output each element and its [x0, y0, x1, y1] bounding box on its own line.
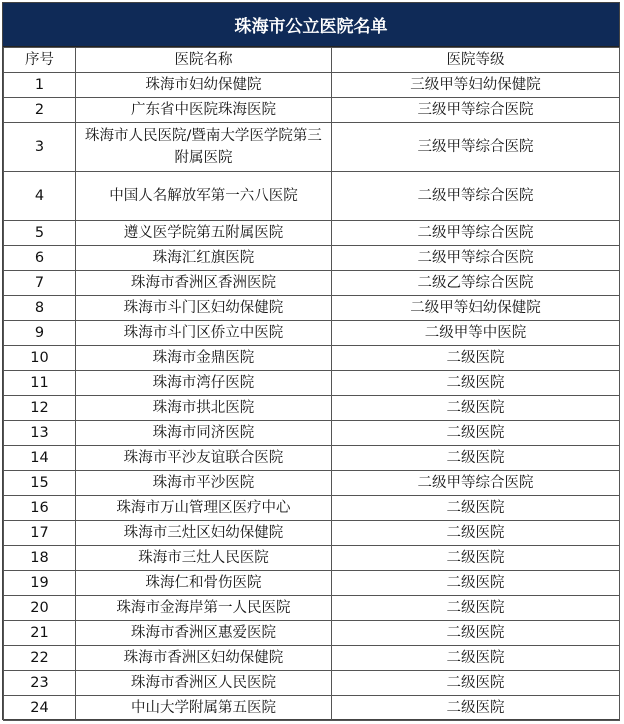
table-body [4, 73, 620, 721]
hospital-level: 三级甲等综合医院 [332, 98, 620, 123]
table-row [4, 621, 620, 646]
hospital-name: 中国人名解放军第一六八医院 [76, 172, 332, 221]
row-number: 3 [4, 123, 76, 172]
table-row [4, 321, 620, 346]
hospital-level: 二级医院 [332, 521, 620, 546]
row-number: 19 [4, 571, 76, 596]
hospital-level: 二级甲等妇幼保健院 [332, 296, 620, 321]
hospital-level: 二级甲等综合医院 [332, 246, 620, 271]
hospital-level: 二级医院 [332, 421, 620, 446]
hospital-name: 珠海市万山管理区医疗中心 [76, 496, 332, 521]
row-number: 7 [4, 271, 76, 296]
hospital-name: 珠海市平沙友谊联合医院 [76, 446, 332, 471]
row-number: 17 [4, 521, 76, 546]
header-hospital-name: 医院名称 [76, 48, 332, 73]
hospital-level: 二级医院 [332, 346, 620, 371]
table-row [4, 73, 620, 98]
row-number: 14 [4, 446, 76, 471]
table-row [4, 446, 620, 471]
hospital-level: 二级医院 [332, 671, 620, 696]
hospital-name: 珠海仁和骨伤医院 [76, 571, 332, 596]
table-row [4, 696, 620, 721]
hospital-level: 二级医院 [332, 696, 620, 721]
table-row [4, 646, 620, 671]
row-number: 15 [4, 471, 76, 496]
hospital-name: 珠海市三灶人民医院 [76, 546, 332, 571]
hospital-list-sheet [2, 2, 620, 720]
hospital-name: 珠海汇红旗医院 [76, 246, 332, 271]
hospital-level: 二级甲等中医院 [332, 321, 620, 346]
row-number: 24 [4, 696, 76, 721]
table-row [4, 98, 620, 123]
table-row [4, 371, 620, 396]
row-number: 18 [4, 546, 76, 571]
table-row [4, 172, 620, 221]
hospital-level: 二级医院 [332, 396, 620, 421]
row-number: 11 [4, 371, 76, 396]
hospital-level: 二级医院 [332, 371, 620, 396]
hospital-name: 珠海市湾仔医院 [76, 371, 332, 396]
header-number: 序号 [4, 48, 76, 73]
row-number: 23 [4, 671, 76, 696]
table-row [4, 571, 620, 596]
hospital-name: 珠海市香洲区香洲医院 [76, 271, 332, 296]
table-row [4, 221, 620, 246]
row-number: 2 [4, 98, 76, 123]
table-row [4, 471, 620, 496]
table-title: 珠海市公立医院名单 [3, 3, 619, 47]
table-row [4, 396, 620, 421]
table-row [4, 546, 620, 571]
table-row [4, 246, 620, 271]
hospital-level: 二级甲等综合医院 [332, 471, 620, 496]
row-number: 6 [4, 246, 76, 271]
hospital-level: 二级医院 [332, 446, 620, 471]
row-number: 12 [4, 396, 76, 421]
hospital-level: 三级甲等综合医院 [332, 123, 620, 172]
hospital-name: 珠海市金鼎医院 [76, 346, 332, 371]
hospital-name: 珠海市香洲区妇幼保健院 [76, 646, 332, 671]
hospital-name: 珠海市香洲区惠爱医院 [76, 621, 332, 646]
row-number: 8 [4, 296, 76, 321]
hospital-name: 遵义医学院第五附属医院 [76, 221, 332, 246]
hospital-name: 中山大学附属第五医院 [76, 696, 332, 721]
hospital-name: 珠海市同济医院 [76, 421, 332, 446]
table-row [4, 346, 620, 371]
hospital-name: 广东省中医院珠海医院 [76, 98, 332, 123]
table-row [4, 123, 620, 172]
hospital-level: 三级甲等妇幼保健院 [332, 73, 620, 98]
table-row [4, 421, 620, 446]
hospital-name: 珠海市拱北医院 [76, 396, 332, 421]
hospital-name: 珠海市平沙医院 [76, 471, 332, 496]
row-number: 10 [4, 346, 76, 371]
row-number: 9 [4, 321, 76, 346]
table-row [4, 496, 620, 521]
hospital-level: 二级医院 [332, 596, 620, 621]
table-row [4, 671, 620, 696]
header-row [4, 48, 620, 73]
row-number: 5 [4, 221, 76, 246]
row-number: 16 [4, 496, 76, 521]
row-number: 1 [4, 73, 76, 98]
hospital-level: 二级医院 [332, 571, 620, 596]
hospital-table [3, 47, 620, 721]
row-number: 4 [4, 172, 76, 221]
hospital-name: 珠海市斗门区妇幼保健院 [76, 296, 332, 321]
hospital-name: 珠海市三灶区妇幼保健院 [76, 521, 332, 546]
header-hospital-level: 医院等级 [332, 48, 620, 73]
hospital-level: 二级医院 [332, 621, 620, 646]
table-row [4, 521, 620, 546]
hospital-name: 珠海市妇幼保健院 [76, 73, 332, 98]
hospital-level: 二级乙等综合医院 [332, 271, 620, 296]
row-number: 20 [4, 596, 76, 621]
row-number: 22 [4, 646, 76, 671]
row-number: 21 [4, 621, 76, 646]
hospital-level: 二级甲等综合医院 [332, 172, 620, 221]
table-row [4, 596, 620, 621]
hospital-level: 二级甲等综合医院 [332, 221, 620, 246]
row-number: 13 [4, 421, 76, 446]
hospital-name: 珠海市金海岸第一人民医院 [76, 596, 332, 621]
hospital-level: 二级医院 [332, 496, 620, 521]
table-row [4, 271, 620, 296]
hospital-name: 珠海市斗门区侨立中医院 [76, 321, 332, 346]
hospital-name: 珠海市人民医院/暨南大学医学院第三附属医院 [76, 123, 332, 172]
table-row [4, 296, 620, 321]
hospital-level: 二级医院 [332, 646, 620, 671]
hospital-level: 二级医院 [332, 546, 620, 571]
hospital-name: 珠海市香洲区人民医院 [76, 671, 332, 696]
